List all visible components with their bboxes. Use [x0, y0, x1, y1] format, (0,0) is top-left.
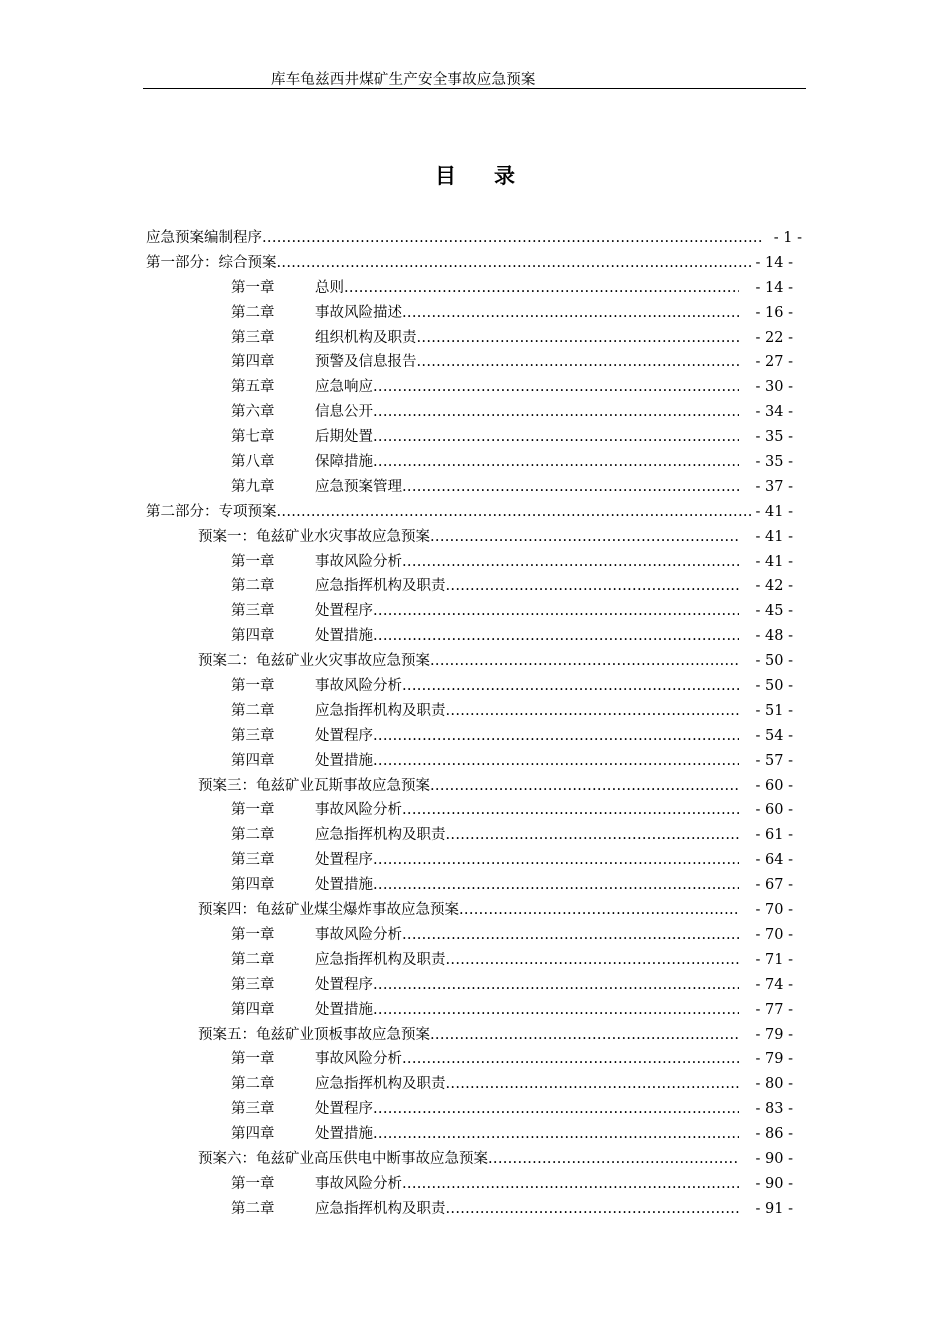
- toc-entry-title: 应急指挥机构及职责: [315, 1200, 446, 1217]
- toc-entry-leader: [231, 1197, 739, 1222]
- toc-entry-title: 应急预案编制程序: [146, 230, 262, 246]
- toc-entry-leader: [198, 898, 739, 923]
- toc-entry-title: 保障措施: [315, 454, 373, 471]
- toc-page-number: - 64 -: [755, 852, 793, 869]
- toc-page-number: - 50 -: [755, 653, 793, 670]
- toc-chapter-number: 第三章: [231, 852, 275, 869]
- dot-leader: [373, 749, 739, 774]
- toc-entry-leader: [231, 350, 739, 375]
- toc-page-number: - 57 -: [755, 752, 793, 769]
- dot-leader: [373, 624, 739, 649]
- toc-entry-title: 总则: [315, 279, 344, 296]
- toc-chapter-number: 第四章: [231, 1126, 275, 1143]
- dot-leader: [373, 1122, 739, 1147]
- toc-entry[interactable]: [146, 550, 806, 575]
- toc-page-number: - 48 -: [755, 628, 793, 645]
- toc-entry-title: 应急指挥机构及职责: [315, 578, 446, 595]
- toc-entry-leader: [231, 973, 739, 998]
- dot-leader: [373, 375, 739, 400]
- toc-entry-title: 事故风险分析: [315, 678, 402, 695]
- toc-chapter-number: 第一章: [231, 1175, 275, 1192]
- toc-entry[interactable]: [146, 1172, 806, 1197]
- toc-entry[interactable]: [146, 525, 806, 550]
- dot-leader: [402, 475, 739, 500]
- toc-entry[interactable]: [146, 973, 806, 998]
- toc-entry[interactable]: [146, 1147, 806, 1172]
- toc-entry-title: 事故风险分析: [315, 1175, 402, 1192]
- toc-entry[interactable]: [146, 1122, 806, 1147]
- toc-entry-leader: [198, 1023, 739, 1048]
- toc-entry[interactable]: [146, 375, 806, 400]
- header-title: 库车龟兹西井煤矿生产安全事故应急预案: [271, 72, 536, 88]
- toc-entry-title: 应急指挥机构及职责: [315, 827, 446, 844]
- toc-entry-title: 处置程序: [315, 1101, 373, 1118]
- dot-leader: [446, 948, 740, 973]
- toc-entry[interactable]: [146, 425, 806, 450]
- dot-leader: [373, 425, 739, 450]
- toc-chapter-number: 第三章: [231, 603, 275, 620]
- toc-chapter-number: 第二章: [231, 702, 275, 719]
- table-of-contents: [146, 226, 806, 1222]
- toc-page-number: - 67 -: [755, 877, 793, 894]
- dot-leader: [402, 923, 739, 948]
- toc-page-number: - 35 -: [755, 454, 793, 471]
- toc-chapter-number: 第四章: [231, 354, 275, 371]
- toc-page-number: - 83 -: [755, 1101, 793, 1118]
- toc-entry[interactable]: [146, 798, 806, 823]
- dot-leader: [373, 873, 739, 898]
- dot-leader: [459, 898, 739, 923]
- toc-entry-title: 预案一：龟兹矿业水灾事故应急预案: [198, 528, 430, 545]
- dot-leader: [402, 674, 739, 699]
- toc-entry[interactable]: [146, 873, 806, 898]
- dot-leader: [373, 1097, 739, 1122]
- toc-entry-title: 事故风险分析: [315, 926, 402, 943]
- toc-entry-title: 预案四：龟兹矿业煤尘爆炸事故应急预案: [198, 902, 459, 919]
- toc-entry[interactable]: [146, 350, 806, 375]
- toc-entry[interactable]: [146, 1197, 806, 1222]
- toc-entry-leader: [231, 749, 739, 774]
- dot-leader: [277, 251, 755, 276]
- dot-leader: [344, 276, 739, 301]
- toc-entry-leader: [231, 923, 739, 948]
- toc-entry-leader: [231, 624, 739, 649]
- toc-entry[interactable]: [146, 848, 806, 873]
- toc-page-number: - 45 -: [755, 603, 793, 620]
- toc-entry-leader: [231, 425, 739, 450]
- toc-chapter-number: 第六章: [231, 404, 275, 421]
- toc-page-number: - 22 -: [755, 329, 793, 346]
- toc-page-number: - 14 -: [755, 254, 793, 271]
- toc-entry-title: 预案五：龟兹矿业顶板事故应急预案: [198, 1026, 430, 1043]
- toc-entry-leader: [231, 475, 739, 500]
- toc-entry[interactable]: [146, 226, 806, 251]
- toc-entry-title: 处置措施: [315, 1126, 373, 1143]
- toc-page-number: - 90 -: [755, 1175, 793, 1192]
- toc-entry-leader: [231, 998, 739, 1023]
- toc-page-number: - 91 -: [755, 1200, 793, 1217]
- toc-entry-title: 预案三：龟兹矿业瓦斯事故应急预案: [198, 777, 430, 794]
- toc-entry[interactable]: [146, 699, 806, 724]
- toc-entry[interactable]: [146, 923, 806, 948]
- toc-entry-leader: [231, 375, 739, 400]
- toc-chapter-number: 第二章: [231, 304, 275, 321]
- toc-chapter-number: 第二章: [231, 1076, 275, 1093]
- toc-entry[interactable]: [146, 574, 806, 599]
- toc-entry[interactable]: [146, 998, 806, 1023]
- toc-page-number: - 34 -: [755, 404, 793, 421]
- dot-leader: [373, 400, 739, 425]
- dot-leader: [262, 226, 762, 251]
- toc-entry-title: 应急响应: [315, 379, 373, 396]
- toc-entry[interactable]: [146, 276, 806, 301]
- toc-page-number: - 90 -: [755, 1150, 793, 1167]
- toc-entry[interactable]: [146, 1097, 806, 1122]
- toc-entry[interactable]: [146, 948, 806, 973]
- dot-leader: [488, 1147, 739, 1172]
- dot-leader: [402, 1047, 739, 1072]
- toc-page-number: - 80 -: [755, 1076, 793, 1093]
- dot-leader: [430, 525, 739, 550]
- toc-entry-title: 组织机构及职责: [315, 329, 417, 346]
- toc-entry[interactable]: [146, 823, 806, 848]
- dot-leader: [373, 998, 739, 1023]
- toc-chapter-number: 第四章: [231, 628, 275, 645]
- toc-chapter-number: 第二章: [231, 1200, 275, 1217]
- toc-page-number: - 35 -: [755, 429, 793, 446]
- toc-entry[interactable]: [146, 450, 806, 475]
- toc-chapter-number: 第三章: [231, 727, 275, 744]
- toc-chapter-number: 第四章: [231, 752, 275, 769]
- toc-chapter-number: 第一章: [231, 802, 275, 819]
- toc-entry-title: 事故风险描述: [315, 304, 402, 321]
- toc-entry-leader: [198, 525, 739, 550]
- toc-chapter-number: 第四章: [231, 877, 275, 894]
- toc-chapter-number: 第一章: [231, 553, 275, 570]
- toc-chapter-number: 第三章: [231, 329, 275, 346]
- toc-entry-leader: [231, 450, 739, 475]
- toc-page-number: - 70 -: [755, 902, 793, 919]
- toc-entry-leader: [231, 724, 739, 749]
- dot-leader: [446, 1197, 740, 1222]
- toc-entry-leader: [231, 1122, 739, 1147]
- toc-page-number: - 16 -: [755, 304, 793, 321]
- toc-page-number: - 61 -: [755, 827, 793, 844]
- toc-chapter-number: 第一章: [231, 926, 275, 943]
- toc-entry-leader: [231, 948, 739, 973]
- toc-entry[interactable]: [146, 1072, 806, 1097]
- toc-entry-title: 事故风险分析: [315, 802, 402, 819]
- toc-page-number: - 1 -: [773, 230, 802, 246]
- toc-chapter-number: 第一章: [231, 1051, 275, 1068]
- dot-leader: [402, 798, 739, 823]
- toc-page-number: - 71 -: [755, 951, 793, 968]
- toc-entry[interactable]: [146, 774, 806, 799]
- dot-leader: [446, 699, 740, 724]
- toc-page-number: - 14 -: [755, 279, 793, 296]
- toc-entry-leader: [198, 649, 739, 674]
- toc-entry[interactable]: [146, 251, 806, 276]
- dot-leader: [430, 649, 739, 674]
- toc-title: 目录: [435, 163, 553, 188]
- toc-chapter-number: 第五章: [231, 379, 275, 396]
- dot-leader: [430, 1023, 739, 1048]
- dot-leader: [402, 550, 739, 575]
- toc-entry-leader: [146, 251, 754, 276]
- dot-leader: [373, 724, 739, 749]
- toc-chapter-number: 第七章: [231, 429, 275, 446]
- toc-entry[interactable]: [146, 649, 806, 674]
- dot-leader: [446, 574, 740, 599]
- toc-entry[interactable]: [146, 475, 806, 500]
- toc-page-number: - 41 -: [755, 503, 793, 520]
- toc-page-number: - 27 -: [755, 354, 793, 371]
- toc-entry-leader: [231, 873, 739, 898]
- toc-entry-title: 后期处置: [315, 429, 373, 446]
- toc-chapter-number: 第九章: [231, 478, 275, 495]
- toc-page-number: - 74 -: [755, 976, 793, 993]
- toc-entry-title: 应急指挥机构及职责: [315, 702, 446, 719]
- toc-page-number: - 50 -: [755, 678, 793, 695]
- toc-chapter-number: 第二章: [231, 951, 275, 968]
- toc-entry-leader: [146, 226, 762, 251]
- toc-entry[interactable]: [146, 624, 806, 649]
- dot-leader: [373, 973, 739, 998]
- toc-entry-title: 事故风险分析: [315, 1051, 402, 1068]
- toc-page-number: - 37 -: [755, 478, 793, 495]
- toc-entry-leader: [198, 774, 739, 799]
- toc-entry[interactable]: [146, 301, 806, 326]
- toc-chapter-number: 第八章: [231, 454, 275, 471]
- toc-entry-leader: [231, 1172, 739, 1197]
- toc-entry[interactable]: [146, 1047, 806, 1072]
- dot-leader: [402, 301, 739, 326]
- toc-entry-leader: [231, 276, 739, 301]
- toc-page-number: - 42 -: [755, 578, 793, 595]
- dot-leader: [446, 1072, 740, 1097]
- toc-entry-title: 预警及信息报告: [315, 354, 417, 371]
- toc-chapter-number: 第四章: [231, 1001, 275, 1018]
- toc-entry-title: 信息公开: [315, 404, 373, 421]
- toc-page-number: - 79 -: [755, 1051, 793, 1068]
- toc-chapter-number: 第一章: [231, 279, 275, 296]
- toc-entry-leader: [231, 301, 739, 326]
- toc-entry-leader: [198, 1147, 739, 1172]
- toc-entry-title: 预案六：龟兹矿业高压供电中断事故应急预案: [198, 1150, 488, 1167]
- toc-entry-leader: [231, 1047, 739, 1072]
- toc-entry-title: 处置措施: [315, 877, 373, 894]
- toc-entry[interactable]: [146, 674, 806, 699]
- toc-entry[interactable]: [146, 749, 806, 774]
- toc-page-number: - 60 -: [755, 802, 793, 819]
- dot-leader: [417, 326, 740, 351]
- toc-chapter-number: 第三章: [231, 1101, 275, 1118]
- page-header: [143, 64, 806, 89]
- toc-entry-leader: [231, 599, 739, 624]
- toc-entry-title: 处置程序: [315, 976, 373, 993]
- toc-page-number: - 41 -: [755, 528, 793, 545]
- toc-entry-leader: [146, 500, 754, 525]
- toc-entry-title: 处置程序: [315, 727, 373, 744]
- dot-leader: [402, 1172, 739, 1197]
- toc-chapter-number: 第一章: [231, 678, 275, 695]
- toc-page-number: - 70 -: [755, 926, 793, 943]
- toc-page-number: - 77 -: [755, 1001, 793, 1018]
- toc-page-number: - 54 -: [755, 727, 793, 744]
- toc-page-number: - 60 -: [755, 777, 793, 794]
- toc-entry[interactable]: [146, 724, 806, 749]
- dot-leader: [373, 450, 739, 475]
- toc-entry-leader: [231, 848, 739, 873]
- toc-entry-title: 处置措施: [315, 1001, 373, 1018]
- toc-entry[interactable]: [146, 400, 806, 425]
- toc-entry-leader: [231, 326, 739, 351]
- toc-entry[interactable]: [146, 1023, 806, 1048]
- toc-entry-title: 应急指挥机构及职责: [315, 1076, 446, 1093]
- toc-chapter-number: 第二章: [231, 827, 275, 844]
- toc-entry-title: 应急预案管理: [315, 478, 402, 495]
- toc-entry-title: 处置程序: [315, 852, 373, 869]
- toc-entry-leader: [231, 1072, 739, 1097]
- toc-entry-title: 处置措施: [315, 752, 373, 769]
- toc-entry[interactable]: [146, 898, 806, 923]
- dot-leader: [446, 823, 740, 848]
- dot-leader: [417, 350, 740, 375]
- toc-entry[interactable]: [146, 326, 806, 351]
- toc-entry[interactable]: [146, 599, 806, 624]
- toc-entry-leader: [231, 798, 739, 823]
- toc-entry-title: 处置措施: [315, 628, 373, 645]
- toc-page-number: - 86 -: [755, 1126, 793, 1143]
- toc-entry-leader: [231, 400, 739, 425]
- toc-chapter-number: 第三章: [231, 976, 275, 993]
- dot-leader: [373, 848, 739, 873]
- toc-page-number: - 79 -: [755, 1026, 793, 1043]
- toc-entry[interactable]: [146, 500, 806, 525]
- toc-entry-title: 事故风险分析: [315, 553, 402, 570]
- toc-entry-title: 第二部分：专项预案: [146, 503, 277, 520]
- toc-entry-leader: [231, 674, 739, 699]
- toc-entry-title: 处置程序: [315, 603, 373, 620]
- toc-entry-leader: [231, 550, 739, 575]
- dot-leader: [373, 599, 739, 624]
- toc-entry-title: 预案二：龟兹矿业火灾事故应急预案: [198, 653, 430, 670]
- toc-page-number: - 30 -: [755, 379, 793, 396]
- toc-entry-title: 应急指挥机构及职责: [315, 951, 446, 968]
- toc-entry-title: 第一部分：综合预案: [146, 254, 277, 271]
- dot-leader: [430, 774, 739, 799]
- toc-entry-leader: [231, 1097, 739, 1122]
- toc-entry-leader: [231, 823, 739, 848]
- toc-entry-leader: [231, 574, 739, 599]
- toc-page-number: - 51 -: [755, 702, 793, 719]
- toc-entry-leader: [231, 699, 739, 724]
- toc-chapter-number: 第二章: [231, 578, 275, 595]
- toc-page-number: - 41 -: [755, 553, 793, 570]
- dot-leader: [277, 500, 755, 525]
